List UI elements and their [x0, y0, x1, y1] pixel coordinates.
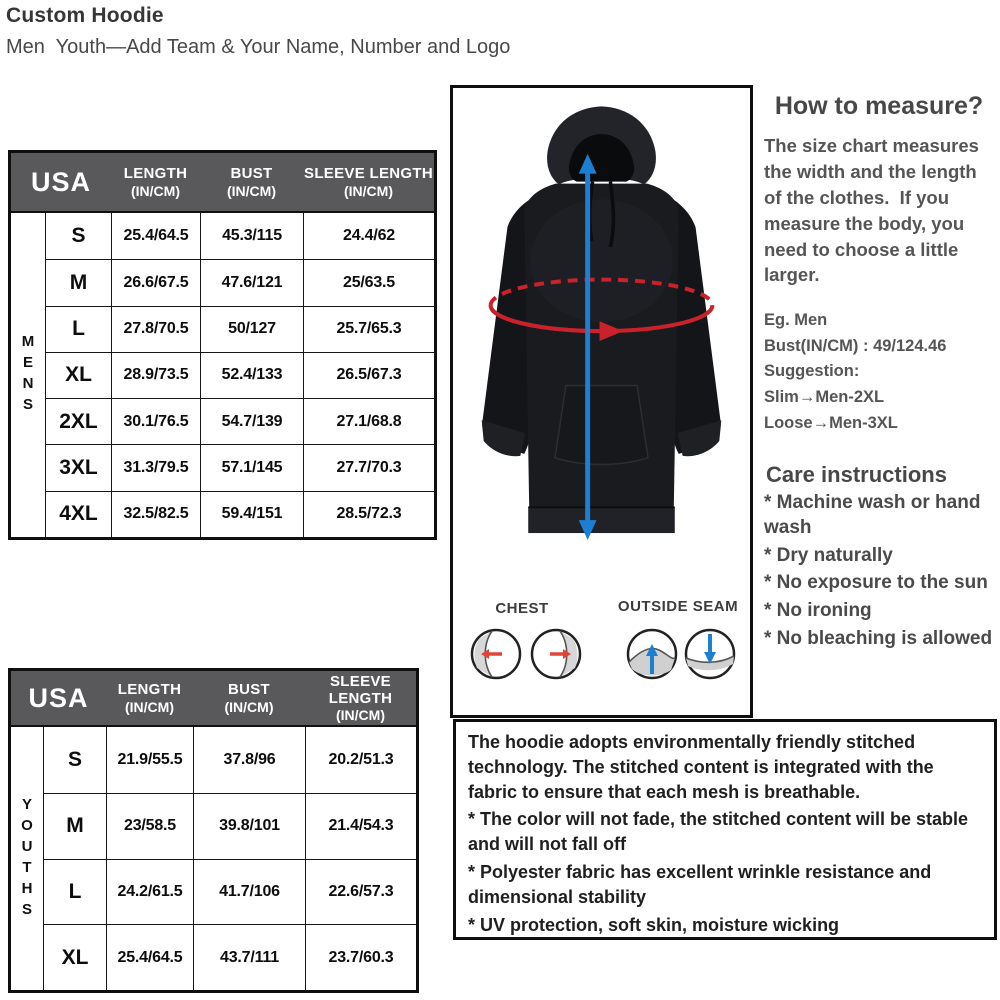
care-instructions-list [764, 491, 994, 651]
chest-measure-left-icon [469, 626, 523, 682]
bust-column-header: BUST [230, 165, 273, 183]
sleeve-value: 25.7/65.3 [303, 306, 434, 352]
outside-seam-label: OUTSIDE SEAM [617, 598, 739, 615]
sleeve-value: 23.7/60.3 [305, 924, 416, 990]
hoodie-product-image [453, 90, 750, 590]
sleeve-value: 22.6/57.3 [305, 859, 416, 925]
mens-size-table [8, 150, 437, 540]
bust-value: 41.7/106 [193, 859, 305, 925]
size-label: M [43, 793, 106, 859]
mens-table-rows [45, 213, 434, 537]
bust-value: 45.3/115 [200, 213, 303, 259]
length-value: 32.5/82.5 [111, 491, 200, 537]
bust-value: 47.6/121 [200, 259, 303, 305]
length-column-header: LENGTH [117, 681, 182, 699]
example-line: Eg. Men [764, 311, 828, 330]
care-item: * Machine wash or hand wash [764, 492, 981, 538]
sleeve-value: 27.7/70.3 [303, 444, 434, 490]
care-item: * No ironing [764, 599, 872, 621]
bust-value: 50/127 [200, 306, 303, 352]
bust-value: 52.4/133 [200, 352, 303, 398]
sleeve-value: 26.5/67.3 [303, 352, 434, 398]
bust-value: 37.8/96 [193, 727, 305, 793]
length-value: 27.8/70.5 [111, 306, 200, 352]
length-value: 28.9/73.5 [111, 352, 200, 398]
bust-value: 54.7/139 [200, 398, 303, 444]
length-value: 24.2/61.5 [106, 859, 193, 925]
size-label: 2XL [45, 398, 111, 444]
example-line: Suggestion: [764, 362, 860, 381]
product-description-panel [453, 719, 997, 940]
length-value: 21.9/55.5 [106, 727, 193, 793]
usa-header: USA [28, 682, 89, 713]
sleeve-value: 27.1/68.8 [303, 398, 434, 444]
outside-seam-down-icon [683, 626, 737, 682]
youths-table-rows [43, 727, 416, 990]
bust-value: 39.8/101 [193, 793, 305, 859]
care-item: * No exposure to the sun [764, 572, 988, 594]
mens-group-label: MENS [19, 333, 37, 417]
length-value: 30.1/76.5 [111, 398, 200, 444]
sleeve-column-header: SLEEVE LENGTH [304, 165, 433, 183]
description-line: * UV protection, soft skin, moisture wicking [468, 914, 840, 935]
size-label: L [45, 306, 111, 352]
sleeve-unit: (IN/CM) [336, 707, 385, 724]
page-subtitle: Men Youth—Add Team & Your Name, Number and Logo [6, 36, 511, 58]
measure-body-text: The size chart measures the width and the length of the clothes. If you measure the body, you need to choose a little larger. [764, 135, 985, 286]
description-line: * Polyester fabric has excellent wrinkle resistance and dimensional stability [468, 862, 932, 907]
youths-group-label: YOUTHS [18, 795, 36, 922]
length-value: 25.4/64.5 [111, 213, 200, 259]
how-to-measure-panel [764, 92, 994, 654]
length-value: 26.6/67.5 [111, 259, 200, 305]
outside-seam-up-icon [625, 626, 679, 682]
sleeve-value: 21.4/54.3 [305, 793, 416, 859]
length-value: 23/58.5 [106, 793, 193, 859]
sleeve-unit: (IN/CM) [344, 182, 393, 199]
bust-value: 57.1/145 [200, 444, 303, 490]
size-label: S [43, 727, 106, 793]
sleeve-value: 24.4/62 [303, 213, 434, 259]
description-line: The hoodie adopts environmentally friendly stitched technology. The stitched content is integrated with the fabric to ensure that each mesh is breathable. [468, 732, 934, 802]
hoodie-diagram-panel [450, 85, 753, 718]
chest-label: CHEST [495, 600, 549, 617]
size-label: L [43, 859, 106, 925]
care-item: * Dry naturally [764, 544, 893, 566]
measure-heading: How to measure? [774, 92, 984, 120]
size-label: XL [45, 352, 111, 398]
size-label: 4XL [45, 491, 111, 537]
description-line: * The color will not fade, the stitched content will be stable and will not fall off [468, 809, 969, 855]
sleeve-value: 25/63.5 [303, 259, 434, 305]
bust-value: 59.4/151 [200, 491, 303, 537]
size-label: 3XL [45, 444, 111, 490]
bust-unit: (IN/CM) [224, 698, 274, 715]
length-value: 25.4/64.5 [106, 924, 193, 990]
sleeve-column-header: SLEEVE LENGTH [328, 672, 393, 707]
page-title: Custom Hoodie [6, 4, 164, 27]
bust-unit: (IN/CM) [227, 182, 276, 199]
length-unit: (IN/CM) [131, 182, 180, 199]
sizing-example [764, 308, 994, 436]
chest-measure-right-icon [529, 626, 583, 682]
example-line: Slim→Men-2XL [764, 388, 885, 407]
size-label: XL [43, 924, 106, 990]
bust-value: 43.7/111 [193, 924, 305, 990]
length-value: 31.3/79.5 [111, 444, 200, 490]
size-label: S [45, 213, 111, 259]
size-label: M [45, 259, 111, 305]
sleeve-value: 28.5/72.3 [303, 491, 434, 537]
mens-table-header [11, 153, 434, 211]
care-instructions-heading: Care instructions [766, 462, 947, 488]
sleeve-value: 20.2/51.3 [305, 727, 416, 793]
length-unit: (IN/CM) [125, 698, 174, 715]
example-line: Loose→Men-3XL [764, 413, 898, 432]
example-line: Bust(IN/CM) : 49/124.46 [764, 336, 947, 355]
bust-column-header: BUST [227, 681, 271, 699]
usa-header: USA [30, 166, 91, 197]
youths-size-table [8, 668, 419, 993]
care-item: * No bleaching is allowed [764, 627, 993, 649]
youths-table-header [11, 671, 416, 725]
length-column-header: LENGTH [123, 165, 188, 183]
